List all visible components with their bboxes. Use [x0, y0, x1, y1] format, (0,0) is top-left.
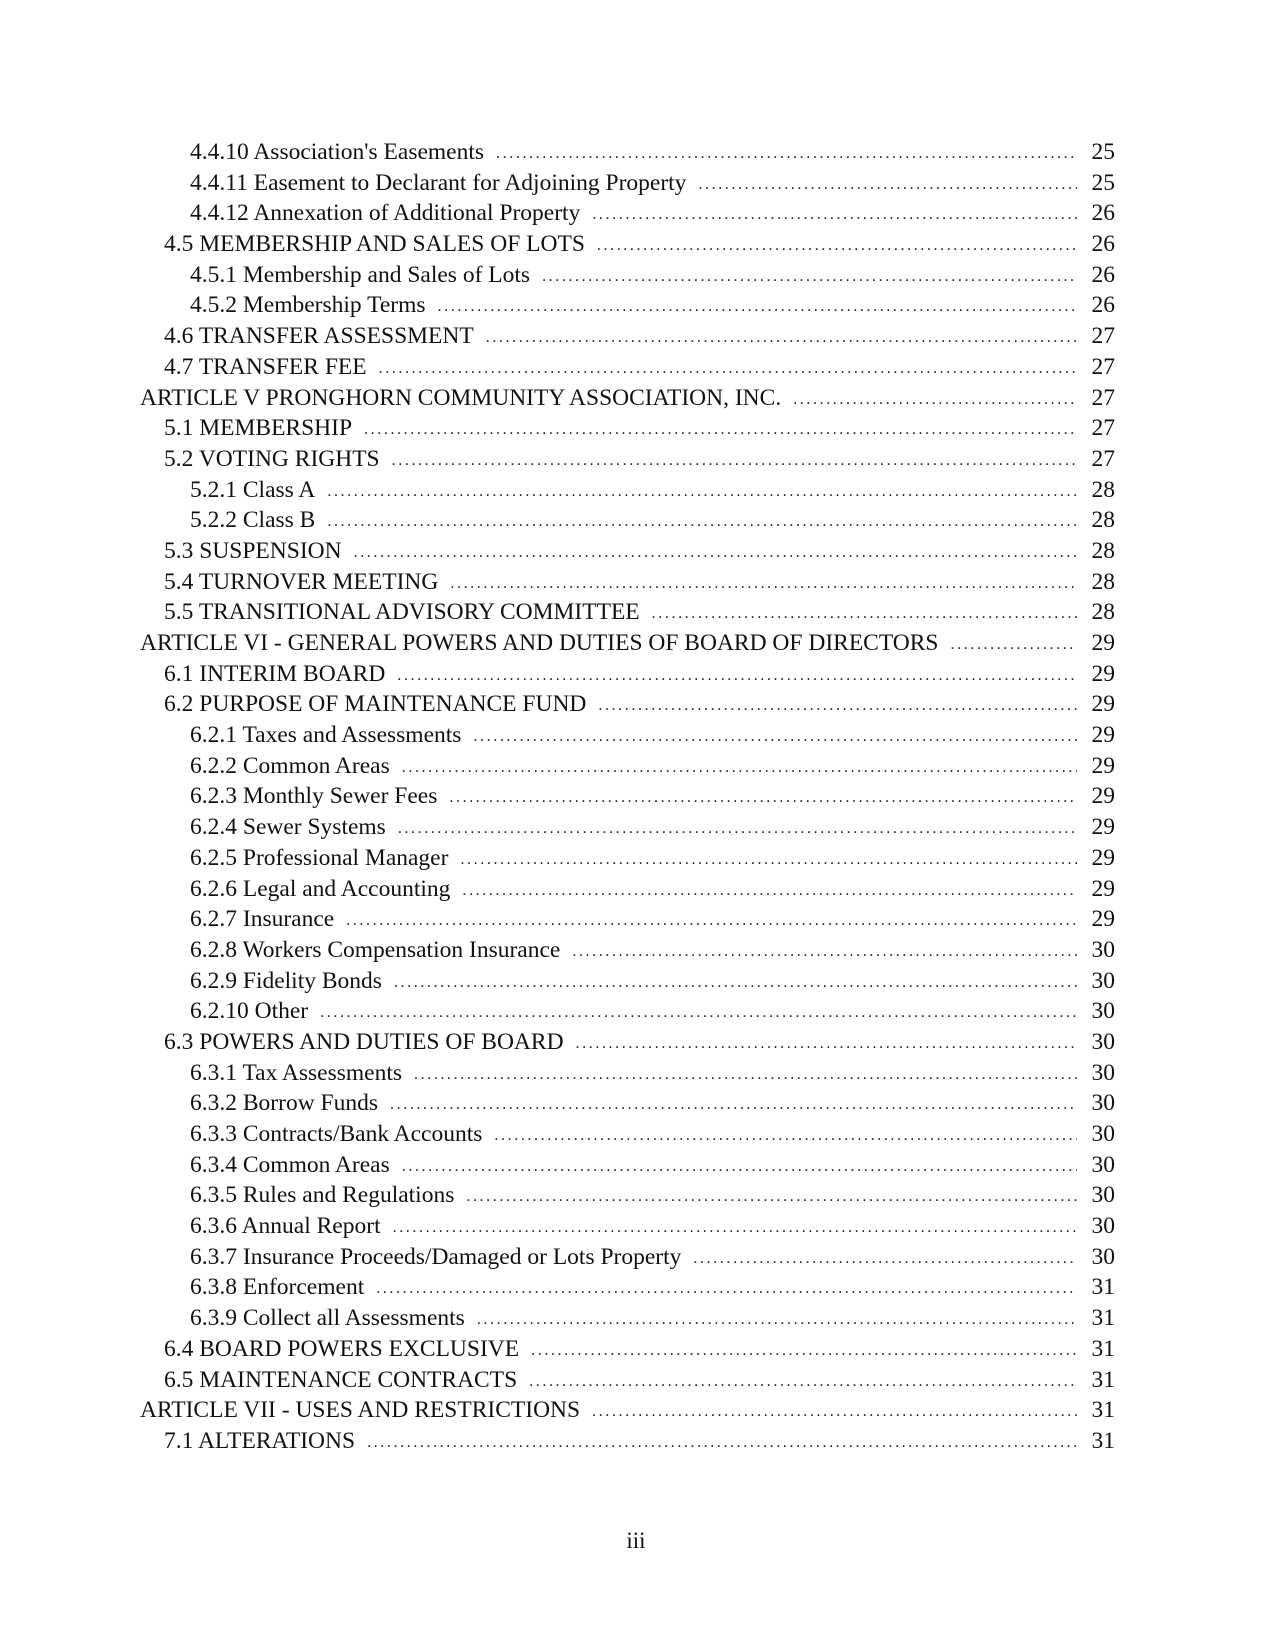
toc-entry-title: 5.5 TRANSITIONAL ADVISORY COMMITTEE — [164, 599, 640, 626]
toc-entry — [140, 1180, 1115, 1211]
dot-leader — [496, 139, 1077, 170]
toc-entry-title: 6.3.4 Common Areas — [190, 1151, 390, 1178]
toc-entry-title: 6.2.4 Sewer Systems — [190, 814, 386, 841]
toc-entry — [140, 383, 1115, 414]
toc-entry-page: 29 — [1091, 752, 1115, 779]
toc-entry — [140, 1119, 1115, 1150]
toc-entry-title: 7.1 ALTERATIONS — [164, 1427, 356, 1454]
toc-entry-title: 4.5.2 Membership Terms — [190, 292, 426, 319]
dot-leader — [327, 507, 1077, 538]
dot-leader — [486, 323, 1077, 354]
toc-entry — [140, 781, 1115, 812]
toc-entry — [140, 413, 1115, 444]
toc-entry-page: 29 — [1091, 691, 1115, 718]
dot-leader — [393, 1213, 1077, 1244]
toc-entry-title: 6.3.3 Contracts/Bank Accounts — [190, 1121, 483, 1147]
toc-entry — [140, 751, 1115, 782]
dot-leader — [438, 292, 1077, 323]
toc-entry-title: 6.2.2 Common Areas — [190, 752, 390, 779]
toc-entry-title: 6.4 BOARD POWERS EXCLUSIVE — [164, 1335, 520, 1362]
toc-entry-title: ARTICLE VII - USES AND RESTRICTIONS — [140, 1397, 581, 1424]
toc-entry-page: 30 — [1091, 998, 1115, 1025]
toc-entry — [140, 290, 1115, 321]
toc-entry — [140, 874, 1115, 905]
toc-entry-page: 27 — [1091, 384, 1115, 411]
toc-entry-title: 5.1 MEMBERSHIP — [164, 415, 353, 442]
toc-entry-page: 30 — [1091, 1028, 1115, 1055]
toc-entry — [140, 475, 1115, 506]
toc-entry-page: 30 — [1091, 1243, 1115, 1270]
dot-leader — [367, 1428, 1077, 1459]
dot-leader — [320, 998, 1077, 1029]
toc-entry-title: 6.3.6 Annual Report — [190, 1213, 381, 1240]
toc-entry-title: 6.2.8 Workers Compensation Insurance — [190, 936, 561, 963]
dot-leader — [354, 538, 1077, 569]
toc-entry-title: 6.3.5 Rules and Regulations — [190, 1182, 455, 1209]
dot-leader — [698, 170, 1077, 201]
toc-entry-page: 27 — [1091, 445, 1115, 472]
toc-entry — [140, 904, 1115, 935]
toc-entry-page: 31 — [1091, 1274, 1115, 1301]
toc-entry-title: 6.2.3 Monthly Sewer Fees — [190, 783, 438, 810]
dot-leader — [598, 691, 1077, 722]
dot-leader — [477, 1305, 1077, 1336]
dot-leader — [327, 477, 1077, 508]
toc-entry-title: 6.2.9 Fidelity Bonds — [190, 967, 382, 994]
toc-entry-page: 30 — [1091, 1182, 1115, 1209]
toc-entry-title: 4.7 TRANSFER FEE — [164, 353, 367, 380]
toc-entry — [140, 843, 1115, 874]
toc-entry — [140, 444, 1115, 475]
toc-entry — [140, 1027, 1115, 1058]
toc-entry-title: 6.2.1 Taxes and Assessments — [190, 722, 462, 749]
toc-entry-page: 26 — [1091, 292, 1115, 319]
toc-entry-title: 5.4 TURNOVER MEETING — [164, 568, 439, 595]
toc-entry — [140, 597, 1115, 628]
dot-leader — [390, 1090, 1077, 1121]
toc-entry-title: 5.2 VOTING RIGHTS — [164, 445, 380, 472]
toc-entry — [140, 966, 1115, 997]
toc-entry-title: 6.2.6 Legal and Accounting — [190, 875, 451, 902]
dot-leader — [494, 1121, 1077, 1152]
toc-entry-title: ARTICLE VI - GENERAL POWERS AND DUTIES OF BOARD OF DIRECTORS — [140, 630, 939, 656]
toc-entry-title: 4.4.10 Association's Easements — [190, 139, 485, 165]
dot-leader — [576, 1029, 1077, 1060]
dot-leader — [414, 1060, 1077, 1091]
toc-entry-page: 28 — [1091, 568, 1115, 595]
toc-entry — [140, 536, 1115, 567]
toc-entry — [140, 1426, 1115, 1457]
toc-entry — [140, 996, 1115, 1027]
toc-entry — [140, 1211, 1115, 1242]
toc-entry-title: 4.5 MEMBERSHIP AND SALES OF LOTS — [164, 231, 585, 258]
toc-entry — [140, 1395, 1115, 1426]
dot-leader — [529, 1367, 1077, 1398]
toc-entry-page: 30 — [1091, 1213, 1115, 1240]
toc-entry-page: 26 — [1091, 200, 1115, 227]
toc-entry-title: 4.6 TRANSFER ASSESSMENT — [164, 323, 474, 350]
toc-entry-title: 5.2.1 Class A — [190, 476, 316, 503]
toc-entry — [140, 1242, 1115, 1273]
dot-leader — [597, 231, 1077, 262]
toc-entry-title: 6.3.7 Insurance Proceeds/Damaged or Lots Property — [190, 1243, 682, 1270]
dot-leader — [531, 1336, 1077, 1367]
toc-entry-page: 26 — [1091, 231, 1115, 258]
dot-leader — [379, 354, 1077, 385]
toc-entry-title: 6.2.5 Professional Manager — [190, 844, 449, 871]
toc-entry-page: 30 — [1091, 1059, 1115, 1086]
toc-entry-page: 30 — [1091, 1090, 1115, 1117]
toc-entry-page: 30 — [1091, 967, 1115, 994]
dot-leader — [397, 661, 1077, 692]
toc-entry-page: 29 — [1091, 660, 1115, 687]
toc-entry-title: 6.3.8 Enforcement — [190, 1274, 365, 1301]
toc-entry — [140, 1272, 1115, 1303]
dot-leader — [572, 937, 1077, 968]
toc-entry-page: 27 — [1091, 415, 1115, 442]
toc-entry-title: 5.2.2 Class B — [190, 507, 316, 534]
toc-entry-page: 29 — [1091, 814, 1115, 841]
toc-entry-page: 31 — [1091, 1335, 1115, 1362]
toc-entry-title: 6.3.1 Tax Assessments — [190, 1059, 403, 1086]
dot-leader — [466, 1182, 1077, 1213]
toc-entry-page: 31 — [1091, 1397, 1115, 1424]
table-of-contents — [140, 137, 1115, 1457]
dot-leader — [392, 446, 1077, 477]
toc-entry-title: 6.3.9 Collect all Assessments — [190, 1305, 465, 1332]
dot-leader — [592, 1397, 1077, 1428]
toc-entry-title: 6.3.2 Borrow Funds — [190, 1090, 379, 1117]
toc-entry-title: 4.4.11 Easement to Declarant for Adjoining Property — [190, 169, 687, 196]
toc-entry — [140, 260, 1115, 291]
toc-entry — [140, 1058, 1115, 1089]
toc-entry — [140, 229, 1115, 260]
toc-entry-title: 4.4.12 Annexation of Additional Property — [190, 200, 581, 227]
toc-entry — [140, 1088, 1115, 1119]
toc-entry-title: 6.1 INTERIM BOARD — [164, 660, 386, 687]
dot-leader — [460, 845, 1077, 876]
toc-entry — [140, 689, 1115, 720]
toc-entry-title: ARTICLE V PRONGHORN COMMUNITY ASSOCIATION, INC. — [140, 384, 782, 411]
toc-entry-page: 26 — [1091, 261, 1115, 288]
toc-entry — [140, 505, 1115, 536]
toc-entry — [140, 168, 1115, 199]
toc-entry-page: 28 — [1091, 537, 1115, 564]
dot-leader — [394, 968, 1077, 999]
dot-leader — [462, 876, 1077, 907]
dot-leader — [450, 569, 1077, 600]
toc-entry-page: 30 — [1091, 1121, 1115, 1147]
toc-entry-page: 29 — [1091, 844, 1115, 871]
toc-entry — [140, 1303, 1115, 1334]
toc-entry-page: 29 — [1091, 906, 1115, 933]
toc-entry-page: 25 — [1091, 169, 1115, 196]
toc-entry — [140, 137, 1115, 168]
toc-entry — [140, 198, 1115, 229]
toc-entry-page: 27 — [1091, 353, 1115, 380]
dot-leader — [693, 1244, 1077, 1275]
toc-entry-title: 6.2 PURPOSE OF MAINTENANCE FUND — [164, 691, 587, 718]
toc-entry-title: 6.2.7 Insurance — [190, 906, 335, 933]
toc-entry-page: 27 — [1091, 323, 1115, 350]
dot-leader — [376, 1274, 1077, 1305]
toc-entry-page: 25 — [1091, 139, 1115, 165]
dot-leader — [449, 783, 1077, 814]
toc-entry — [140, 935, 1115, 966]
dot-leader — [542, 262, 1077, 293]
toc-entry-title: 6.2.10 Other — [190, 998, 309, 1025]
toc-entry-title: 6.3 POWERS AND DUTIES OF BOARD — [164, 1028, 564, 1055]
toc-entry-page: 29 — [1091, 783, 1115, 810]
dot-leader — [652, 599, 1077, 630]
dot-leader — [402, 1152, 1077, 1183]
toc-entry-page: 28 — [1091, 476, 1115, 503]
toc-entry — [140, 352, 1115, 383]
toc-entry — [140, 628, 1115, 659]
page-number: iii — [626, 1528, 646, 1553]
dot-leader — [473, 722, 1077, 753]
dot-leader — [398, 814, 1077, 845]
dot-leader — [346, 906, 1077, 937]
dot-leader — [793, 385, 1077, 416]
toc-entry-title: 5.3 SUSPENSION — [164, 537, 342, 564]
toc-entry — [140, 659, 1115, 690]
toc-entry-title: 4.5.1 Membership and Sales of Lots — [190, 261, 531, 288]
toc-entry — [140, 720, 1115, 751]
toc-entry-page: 31 — [1091, 1305, 1115, 1332]
toc-entry — [140, 567, 1115, 598]
dot-leader — [402, 753, 1077, 784]
toc-entry-page: 28 — [1091, 507, 1115, 534]
toc-entry — [140, 1334, 1115, 1365]
dot-leader — [592, 200, 1077, 231]
toc-entry — [140, 321, 1115, 352]
toc-entry-page: 30 — [1091, 936, 1115, 963]
toc-entry — [140, 1365, 1115, 1396]
toc-entry-title: 6.5 MAINTENANCE CONTRACTS — [164, 1366, 518, 1393]
dot-leader — [951, 630, 1078, 661]
toc-entry-page: 29 — [1091, 722, 1115, 749]
toc-entry-page: 29 — [1091, 875, 1115, 902]
toc-entry-page: 29 — [1091, 630, 1115, 656]
toc-entry-page: 31 — [1091, 1366, 1115, 1393]
toc-entry — [140, 812, 1115, 843]
toc-entry-page: 31 — [1091, 1427, 1115, 1454]
toc-entry — [140, 1150, 1115, 1181]
toc-entry-page: 30 — [1091, 1151, 1115, 1178]
toc-entry-page: 28 — [1091, 599, 1115, 626]
dot-leader — [364, 415, 1077, 446]
